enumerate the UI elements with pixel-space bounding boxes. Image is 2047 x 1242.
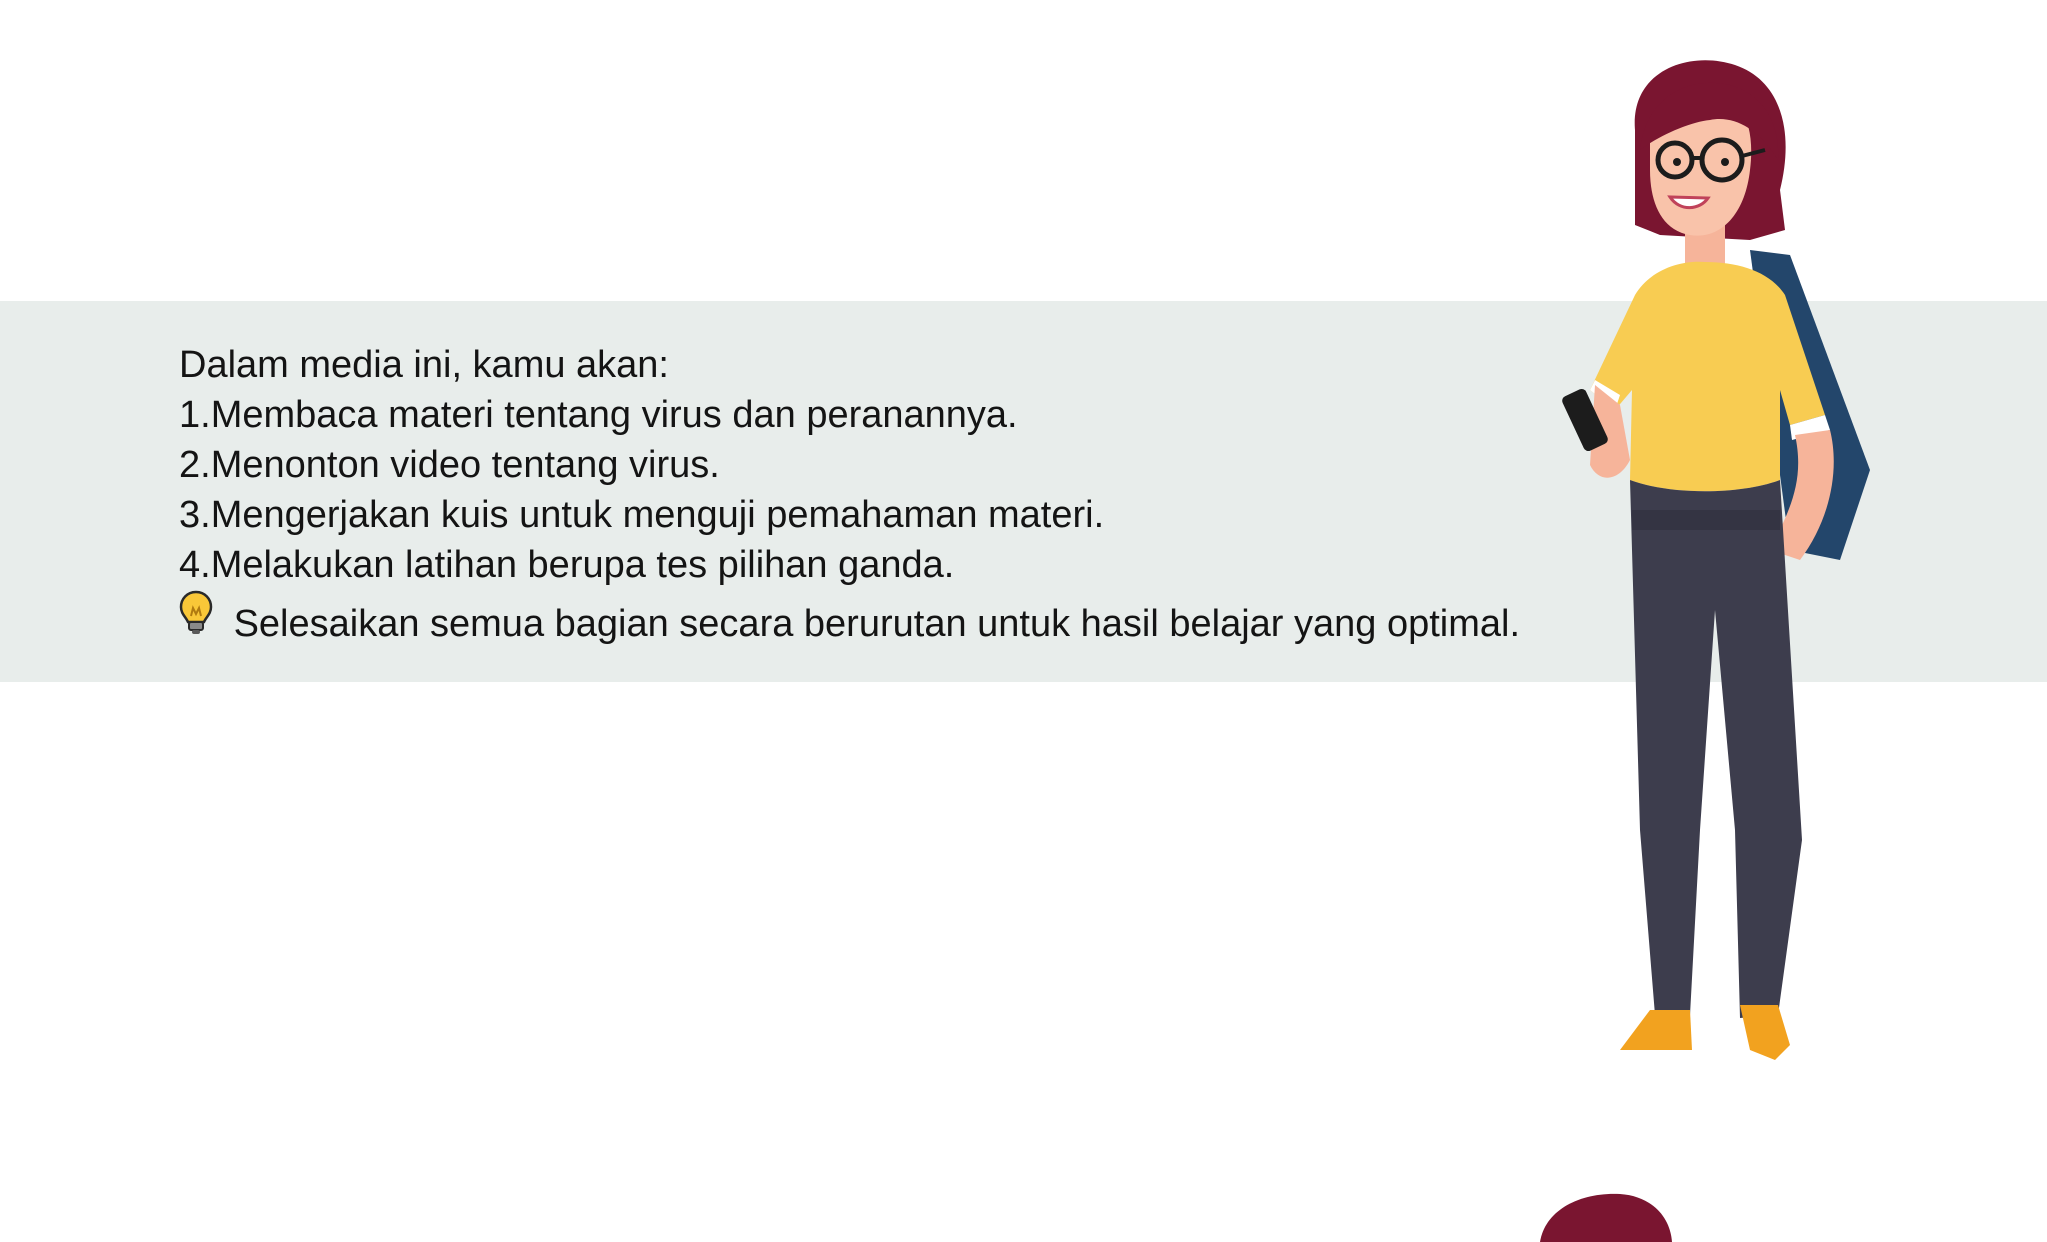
list-item: 2.Menonton video tentang virus. <box>179 444 720 486</box>
tip-line <box>179 590 1579 649</box>
list-item: 3.Mengerjakan kuis untuk menguji pemahaman materi. <box>179 494 1105 536</box>
list-item: 1.Membaca materi tentang virus dan peranannya. <box>179 394 1018 436</box>
student-illustration-partial <box>1520 1190 1680 1242</box>
jeans <box>1630 480 1802 1018</box>
shoe <box>1740 1005 1790 1060</box>
instructions-text <box>179 340 1579 649</box>
shoe <box>1620 1010 1692 1050</box>
tip-text: Selesaikan semua bagian secara berurutan untuk hasil belajar yang optimal. <box>233 603 1521 645</box>
student-illustration <box>1540 40 1900 1070</box>
intro-heading: Dalam media ini, kamu akan: <box>179 344 669 386</box>
list-item: 4.Melakukan latihan berupa tes pilihan ganda. <box>179 544 955 586</box>
lightbulb-icon <box>179 590 213 636</box>
